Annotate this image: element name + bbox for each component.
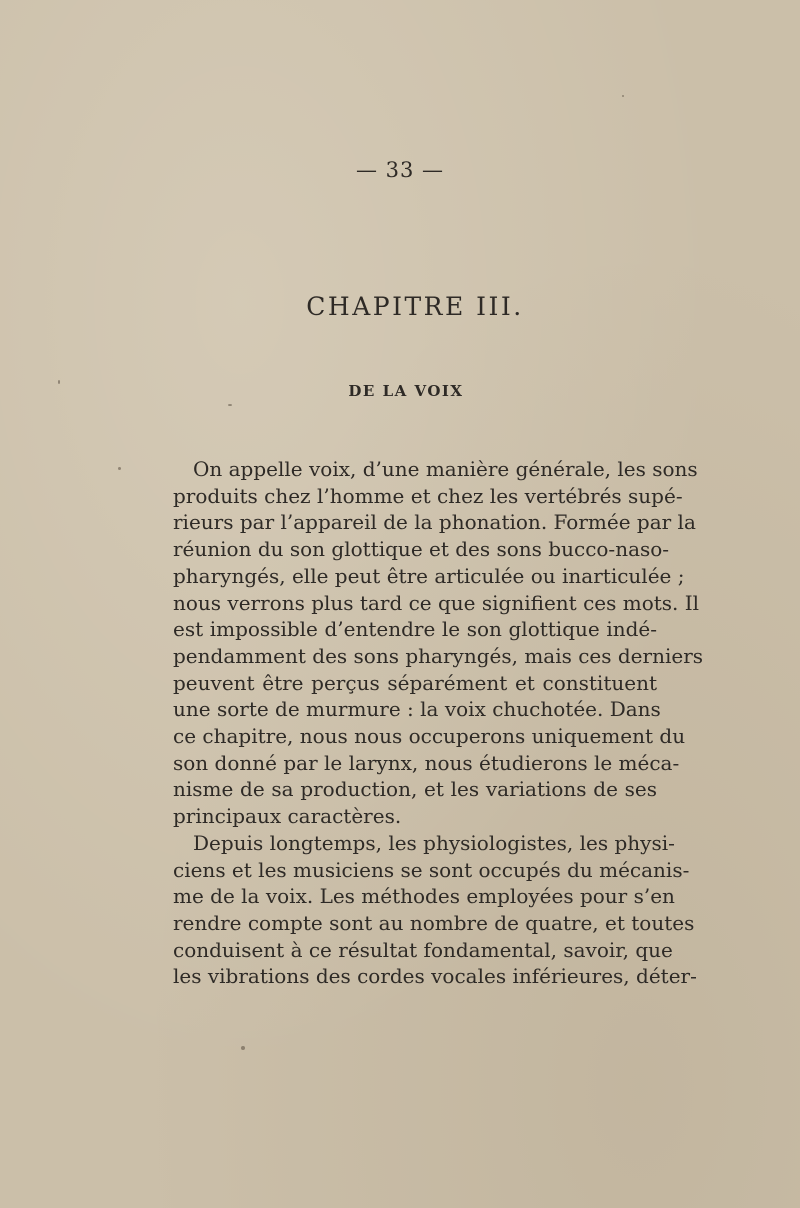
text-line: peuvent être perçus séparément et constituent [173,670,657,695]
text-line: une sorte de murmure : la voix chuchotée. Dans [173,697,661,722]
text-line: principaux caractères. [173,804,402,829]
text-line: nous verrons plus tard ce que signifient ces mots. Il [173,590,700,615]
text-line: les vibrations des cordes vocales inférieures, déter- [173,964,697,989]
text-line: réunion du son glottique et des sons bucco-naso- [173,537,670,562]
body-text [173,456,704,990]
text-line: est impossible d’entendre le son glottique indé- [173,617,657,642]
text-line: On appelle voix, d’une manière générale, les sons [193,457,698,481]
text-line: nisme de sa production, et les variations de ses [173,777,657,802]
text-line: conduisent à ce résultat fondamental, savoir, que [173,937,673,962]
text-line: ciens et les musiciens se sont occupés du mécanis- [173,857,690,882]
text-line: rendre compte sont au nombre de quatre, et toutes [173,910,695,935]
paragraph-2 [173,830,697,990]
paper-speck [241,1046,245,1050]
paper-speck [622,95,624,97]
paragraph-1 [173,456,704,830]
text-line: pharyngés, elle peut être articulée ou inarticulée ; [173,563,685,588]
section-title: DE LA VOIX [348,382,464,400]
text-line: me de la voix. Les méthodes employées pour s’en [173,884,675,909]
text-line: produits chez l’homme et chez les vertébrés supé- [173,483,683,508]
chapter-title: CHAPITRE III. [306,292,524,321]
page-number: — 33 — [355,158,445,182]
text-line: Depuis longtemps, les physiologistes, les physi- [193,830,675,855]
text-line: rieurs par l’appareil de la phonation. Formée par la [173,510,696,535]
paper-speck [118,467,121,470]
text-line: pendamment des sons pharyngés, mais ces derniers [173,643,704,668]
paper-speck [228,404,232,406]
text-line: son donné par le larynx, nous étudierons le méca- [173,750,680,775]
text-line: ce chapitre, nous nous occuperons uniquement du [173,724,686,749]
